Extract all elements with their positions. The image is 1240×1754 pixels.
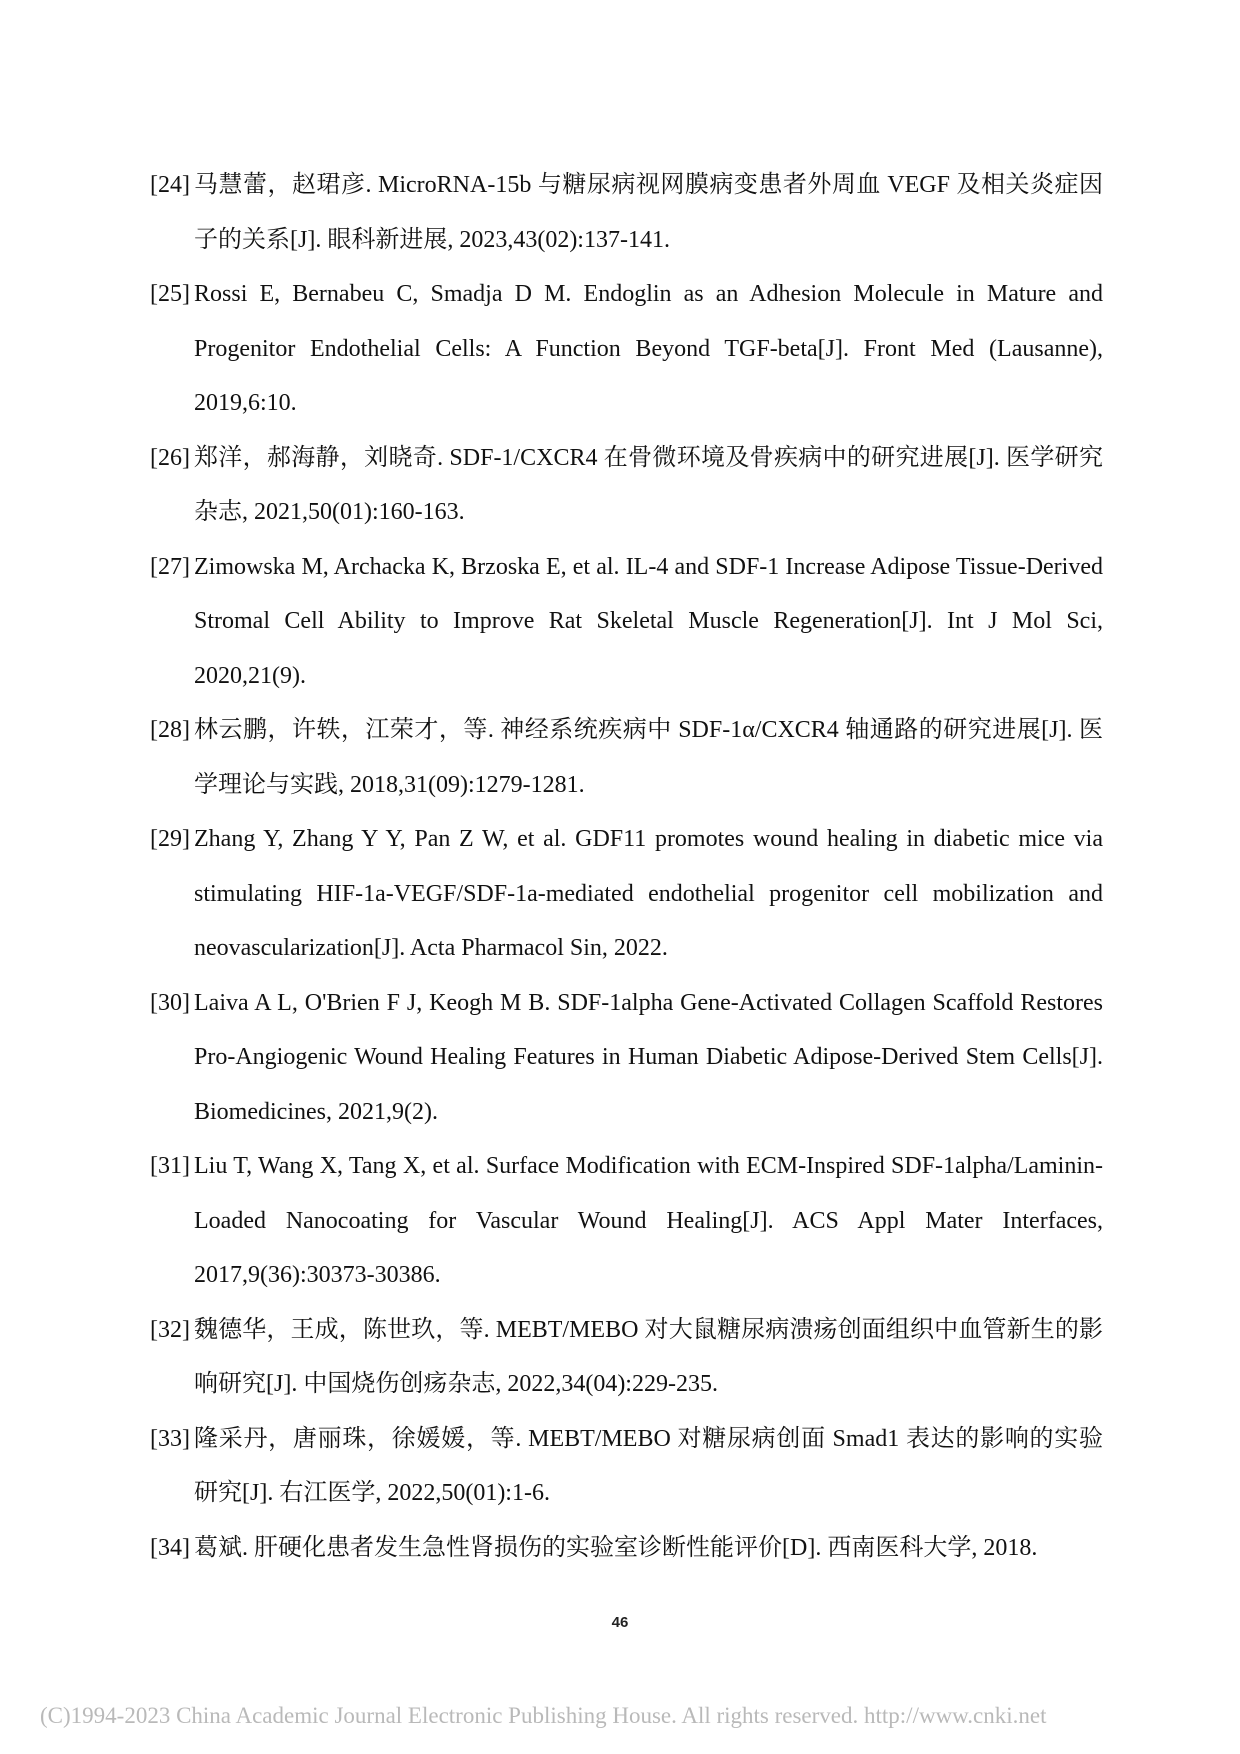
reference-number: [25] [150,281,190,307]
reference-list [150,158,1103,1575]
reference-item [150,812,1103,976]
copyright-footer: (C)1994-2023 China Academic Journal Electronic Publishing House. All rights reserved. http://www.cnki.net [40,1703,1047,1728]
reference-number: [30] [150,989,190,1016]
reference-item [150,1521,1103,1576]
reference-number: [26] [150,444,190,471]
reference-number: [34] [150,1534,190,1561]
reference-number: [29] [150,826,190,852]
reference-number: [27] [150,553,190,580]
reference-item [150,540,1103,704]
reference-number: [31] [150,1153,190,1179]
reference-text: Liu T, Wang X, Tang X, et al. Surface Modification with ECM-Inspired SDF-1alpha/Laminin-Loaded Nanocoating for Vascular Wound Healing[J]. ACS Appl Mater Interfaces, 2017,9(36):30373-30386. [194,1153,1103,1288]
reference-text: Zhang Y, Zhang Y Y, Pan Z W, et al. GDF11 promotes wound healing in diabetic mice via stimulating HIF-1a-VEGF/SDF-1a-mediated endothelial progenitor cell mobilization and neovascularization[J]. Acta Pharmacol Sin, 2022. [194,826,1103,961]
reference-text: 葛斌. 肝硬化患者发生急性肾损伤的实验室诊断性能评价[D]. 西南医科大学, 2018. [194,1534,1038,1561]
reference-text: 郑洋，郝海静，刘晓奇. SDF-1/CXCR4 在骨微环境及骨疾病中的研究进展[J]. 医学研究杂志, 2021,50(01):160-163. [194,444,1103,525]
reference-text: Zimowska M, Archacka K, Brzoska E, et al. IL-4 and SDF-1 Increase Adipose Tissue-Derived Stromal Cell Ability to Improve Rat Skeletal Muscle Regeneration[J]. Int J Mol Sci, 2020,21(9). [194,553,1103,689]
reference-item [150,703,1103,812]
reference-number: [24] [150,172,190,198]
reference-item [150,1139,1103,1303]
reference-item [150,976,1103,1140]
reference-number: [33] [150,1425,190,1452]
reference-text: Rossi E, Bernabeu C, Smadja D M. Endoglin as an Adhesion Molecule in Mature and Progenitor Endothelial Cells: A Function Beyond TGF-beta[J]. Front Med (Lausanne), 2019,6:10. [194,281,1103,416]
reference-item [150,1303,1103,1412]
reference-text: 林云鹏，许轶，江荣才，等. 神经系统疾病中 SDF-1α/CXCR4 轴通路的研究进展[J]. 医学理论与实践, 2018,31(09):1279-1281. [194,717,1103,798]
reference-item [150,158,1103,267]
reference-text: 隆采丹，唐丽珠，徐媛媛，等. MEBT/MEBO 对糖尿病创面 Smad1 表达的影响的实验研究[J]. 右江医学, 2022,50(01):1-6. [194,1425,1103,1506]
reference-text: Laiva A L, O'Brien F J, Keogh M B. SDF-1alpha Gene-Activated Collagen Scaffold Restores Pro-Angiogenic Wound Healing Features in Human Diabetic Adipose-Derived Stem Cells[J]. Biomedicines, 2021,9(2). [194,989,1103,1125]
reference-item [150,1412,1103,1521]
reference-number: [32] [150,1316,190,1343]
reference-text: 马慧蕾，赵珺彦. MicroRNA-15b 与糖尿病视网膜病变患者外周血 VEGF 及相关炎症因子的关系[J]. 眼科新进展, 2023,43(02):137-141. [194,172,1103,253]
page-number: 46 [611,1614,629,1631]
reference-item [150,431,1103,540]
reference-item [150,267,1103,431]
reference-number: [28] [150,717,190,743]
reference-text: 魏德华，王成，陈世玖，等. MEBT/MEBO 对大鼠糖尿病溃疡创面组织中血管新生的影响研究[J]. 中国烧伤创疡杂志, 2022,34(04):229-235. [194,1316,1103,1397]
